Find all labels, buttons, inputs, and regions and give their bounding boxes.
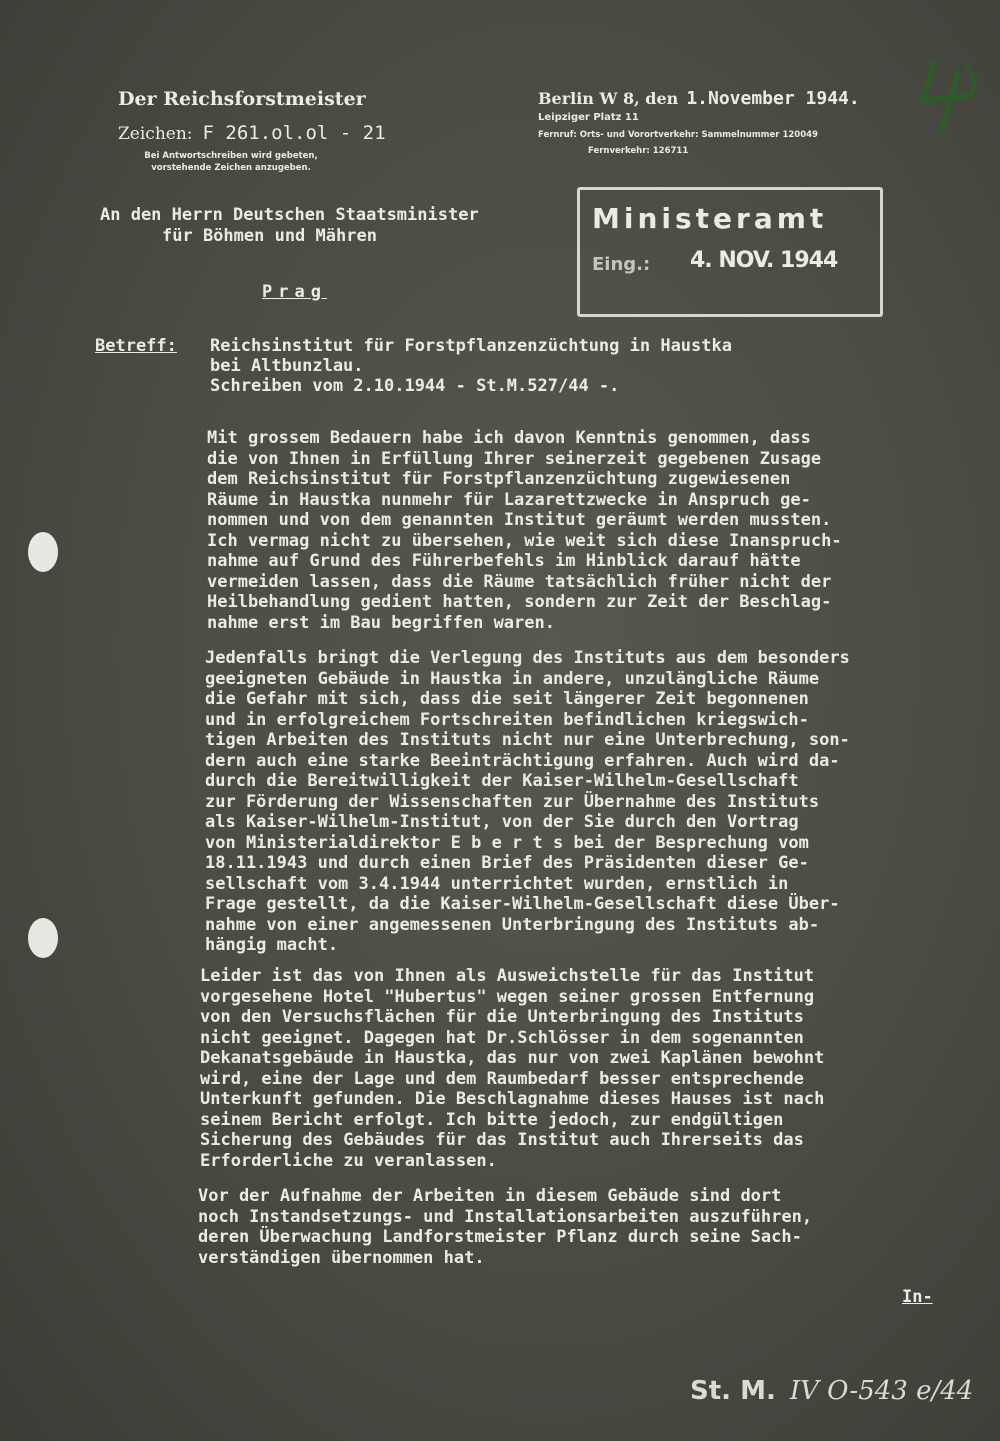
body-line: noch Instandsetzungs- und Installationsarbeiten auszuführen, bbox=[198, 1206, 813, 1227]
body-line: die von Ihnen in Erfüllung Ihrer seinerzeit gegebenen Zusage bbox=[207, 448, 822, 469]
body-line: Heilbehandlung gedient hatten, sondern zur Zeit der Beschlag- bbox=[207, 592, 832, 612]
reference-label: Zeichen: bbox=[118, 124, 193, 144]
body-line: von Ministerialdirektor E b e r t s bei der Besprechung vom bbox=[205, 832, 809, 853]
body-line: Dekanatsgebäude in Haustka, das nur von zwei Kaplänen bewohnt bbox=[200, 1048, 825, 1068]
body-line: wird, eine der Lage und dem Raumbedarf besser entsprechende bbox=[200, 1068, 804, 1089]
body-line: geeigneten Gebäude in Haustka in andere, unzulängliche Räume bbox=[205, 668, 820, 689]
reply-note-line: Bei Antwortschreiben wird gebeten, bbox=[144, 151, 318, 161]
page-continuation: In- bbox=[902, 1287, 933, 1307]
punch-hole bbox=[28, 532, 58, 572]
body-line: Mit grossem Bedauern habe ich davon Kenntnis genommen, dass bbox=[207, 428, 811, 448]
phone-local: Fernruf: Orts- und Vorortverkehr: Sammelnummer 120049 bbox=[538, 130, 818, 140]
body-line: vermeiden lassen, dass die Räume tatsächlich früher nicht der bbox=[207, 571, 832, 592]
body-paragraph bbox=[200, 966, 824, 1171]
file-reference-handwritten: IV O-543 e/44 bbox=[789, 1376, 974, 1406]
reply-note bbox=[116, 150, 346, 174]
body-line: seinem Bericht erfolgt. Ich bitte jedoch, zur endgültigen bbox=[200, 1109, 784, 1130]
reference-value: F 261.ol.ol - 21 bbox=[202, 122, 386, 144]
reply-note-line: vorstehende Zeichen anzugeben. bbox=[151, 163, 311, 173]
body-paragraph bbox=[207, 428, 842, 633]
body-line: Sicherung des Gebäudes für das Institut auch Ihrerseits das bbox=[200, 1130, 804, 1150]
letter-date: 1.November 1944. bbox=[686, 88, 860, 109]
body-line: nicht geeignet. Dagegen hat Dr.Schlösser in dem sogenannten bbox=[200, 1027, 804, 1048]
body-line: verständigen übernommen hat. bbox=[198, 1247, 485, 1268]
place: Berlin W 8, den bbox=[538, 89, 679, 108]
body-line: zur Förderung der Wissenschaften zur Übernahme des Instituts bbox=[205, 791, 820, 812]
body-line: durch die Bereitwilligkeit der Kaiser-Wilhelm-Gesellschaft bbox=[205, 771, 799, 791]
subject bbox=[210, 336, 732, 396]
body-line: nahme von einer angemessenen Unterbringung des Instituts ab- bbox=[205, 914, 820, 935]
subject-line: Reichsinstitut für Forstpflanzenzüchtung in Haustka bbox=[210, 336, 732, 356]
body-line: dern auch eine starke Beeinträchtigung erfahren. Auch wird da- bbox=[205, 750, 840, 771]
punch-hole bbox=[28, 918, 58, 958]
body-line: nahme erst im Bau begriffen waren. bbox=[207, 612, 555, 633]
body-line: tigen Arbeiten des Instituts nicht nur eine Unterbrechung, son- bbox=[205, 730, 850, 750]
body-line: von den Versuchsflächen für die Unterbringung des Instituts bbox=[200, 1007, 804, 1027]
body-line: als Kaiser-Wilhelm-Institut, von der Sie durch den Vortrag bbox=[205, 812, 799, 832]
body-line: Ich vermag nicht zu übersehen, wie weit sich diese Inanspruch- bbox=[207, 530, 842, 551]
subject-line: bei Altbunzlau. bbox=[210, 356, 364, 376]
body-line: dem Reichsinstitut für Forstpflanzenzüchtung zugewiesenen bbox=[207, 469, 791, 489]
stamp-received-date: 4. NOV. 1944 bbox=[690, 248, 838, 273]
body-line: Erforderliche zu veranlassen. bbox=[200, 1150, 497, 1171]
recipient-line: An den Herrn Deutschen Staatsminister bbox=[100, 205, 479, 225]
recipient-city: Prag bbox=[262, 282, 327, 302]
body-line: Räume in Haustka nunmehr für Lazarettzwecke in Anspruch ge- bbox=[207, 489, 811, 510]
body-line: Leider ist das von Ihnen als Ausweichstelle für das Institut bbox=[200, 966, 815, 986]
reference-line bbox=[118, 122, 386, 144]
subject-label: Betreff: bbox=[95, 336, 177, 356]
body-line: sellschaft vom 3.4.1944 unterrichtet wurden, ernstlich in bbox=[205, 873, 789, 894]
body-line: Unterkunft gefunden. Die Beschlagnahme dieses Hauses ist nach bbox=[200, 1089, 825, 1109]
body-paragraph bbox=[198, 1186, 812, 1268]
sender-title: Der Reichsforstmeister bbox=[118, 88, 366, 110]
place-date-line bbox=[538, 88, 860, 109]
body-line: Frage gestellt, da die Kaiser-Wilhelm-Gesellschaft diese Über- bbox=[205, 894, 840, 914]
file-reference-stamp: St. M. bbox=[690, 1376, 776, 1406]
body-line: und in erfolgreichem Fortschreiten befindlichen kriegswich- bbox=[205, 709, 809, 730]
body-line: die Gefahr mit sich, dass die seit längerer Zeit begonnenen bbox=[205, 689, 809, 709]
stamp-office: Ministeramt bbox=[592, 202, 828, 235]
received-stamp bbox=[577, 187, 883, 317]
handwritten-mark-icon bbox=[912, 55, 992, 135]
recipient bbox=[100, 205, 479, 247]
body-line: nommen und von dem genannten Institut geräumt werden mussten. bbox=[207, 510, 832, 530]
subject-line: Schreiben vom 2.10.1944 - St.M.527/44 -. bbox=[210, 376, 620, 396]
body-line: hängig macht. bbox=[205, 935, 339, 955]
body-line: Vor der Aufnahme der Arbeiten in diesem Gebäude sind dort bbox=[198, 1186, 782, 1206]
body-line: 18.11.1943 und durch einen Brief des Präsidenten dieser Ge- bbox=[205, 853, 809, 873]
recipient-line: für Böhmen und Mähren bbox=[162, 226, 377, 246]
body-line: nahme auf Grund des Führerbefehls im Hinblick darauf hätte bbox=[207, 551, 801, 571]
body-line: vorgesehene Hotel "Hubertus" wegen seiner grossen Entfernung bbox=[200, 986, 815, 1007]
body-line: Jedenfalls bringt die Verlegung des Instituts aus dem besonders bbox=[205, 648, 850, 668]
file-reference bbox=[690, 1376, 973, 1406]
body-paragraph bbox=[205, 648, 850, 956]
address: Leipziger Platz 11 bbox=[538, 112, 639, 123]
phone-long-distance: Fernverkehr: 126711 bbox=[588, 146, 689, 156]
body-line: deren Überwachung Landforstmeister Pflanz durch seine Sach- bbox=[198, 1227, 802, 1247]
stamp-received-label: Eing.: bbox=[592, 254, 651, 275]
